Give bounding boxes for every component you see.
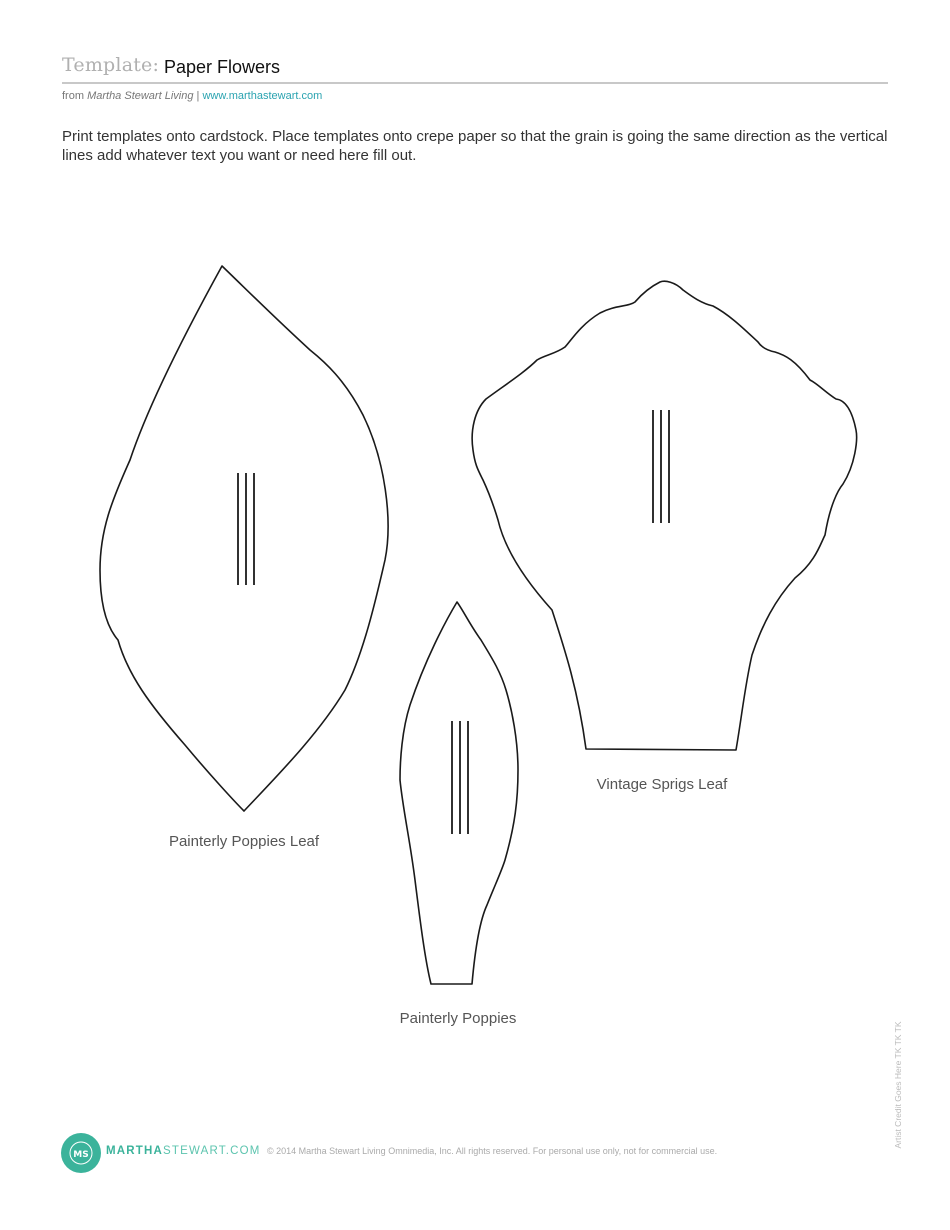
- poppies-leaf-outline: [100, 266, 388, 811]
- page-title: Paper Flowers: [164, 57, 281, 77]
- instructions-text: Print templates onto cardstock. Place templates onto crepe paper so that the grain is going the same direction as the vertical lines add whatever text you want or need here fill out.: [62, 128, 888, 164]
- copyright-notice: © 2014 Martha Stewart Living Omnimedia, Inc. All rights reserved. For personal use only, not for commercial use.: [267, 1146, 718, 1156]
- credit-separator: |: [196, 90, 200, 102]
- label-painterly-poppies: Painterly Poppies: [399, 1010, 517, 1027]
- footer-brand[interactable]: [106, 1145, 261, 1157]
- martha-stewart-logo-icon: [60, 1132, 102, 1174]
- label-vintage-sprigs-leaf: Vintage Sprigs Leaf: [596, 776, 728, 793]
- artist-credit: Artist Credit Goes Here TK TK TK: [893, 1021, 903, 1149]
- sprigs-leaf-outline: [472, 281, 856, 750]
- credit-publication: Martha Stewart Living: [87, 90, 194, 102]
- poppies-petal-outline: [400, 602, 518, 984]
- label-painterly-poppies-leaf: Painterly Poppies Leaf: [168, 833, 320, 850]
- footer-brand-bold: MARTHA: [106, 1145, 164, 1157]
- logo-monogram: MS: [73, 1150, 89, 1160]
- website-link[interactable]: www.marthastewart.com: [202, 90, 323, 102]
- header-label: Template:: [62, 54, 160, 76]
- footer-brand-light: STEWART.COM: [163, 1145, 261, 1157]
- credit-from: from: [62, 90, 84, 102]
